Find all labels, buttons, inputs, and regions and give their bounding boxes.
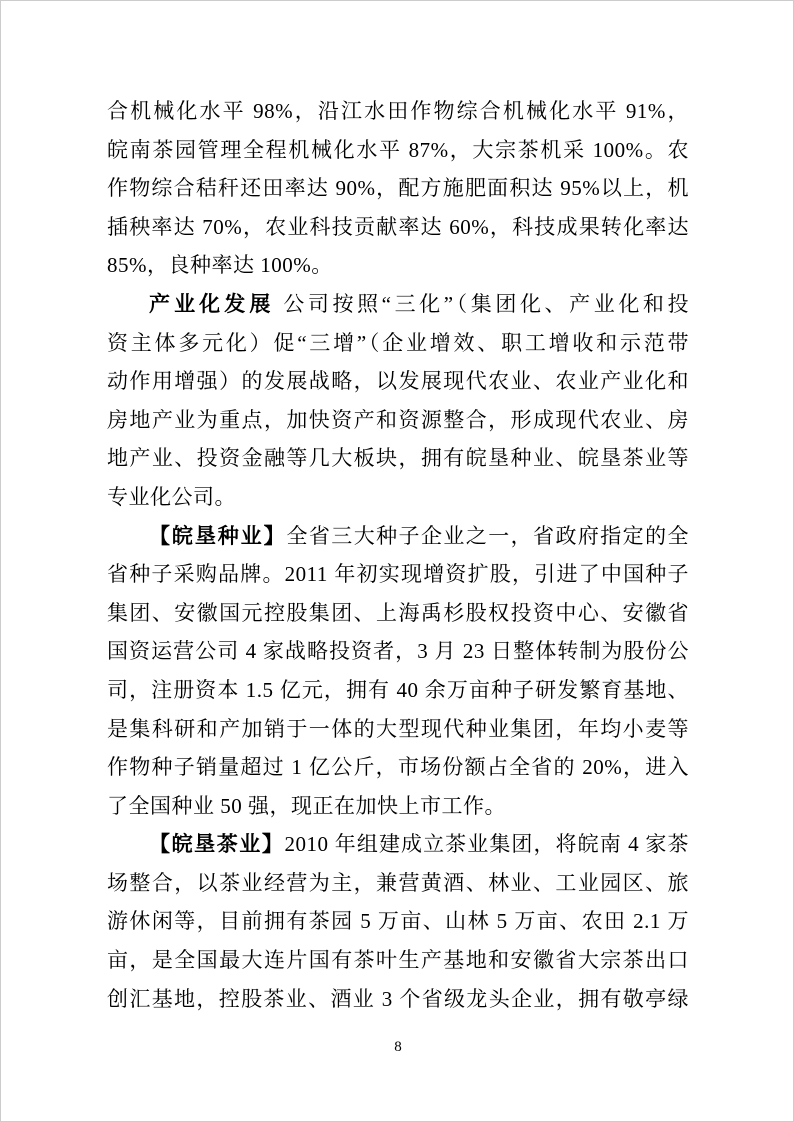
text-line: 资主体多元化）促“三增”（企业增效、职工增收和示范带 bbox=[107, 330, 689, 355]
document-body bbox=[107, 92, 689, 1018]
text-line: 作物种子销量超过 1 亿公斤，市场份额占全省的 20%，进入 bbox=[107, 755, 689, 780]
text-line: 国资运营公司 4 家战略投资者，3 月 23 日整体转制为股份公 bbox=[107, 639, 689, 664]
page-number: 8 bbox=[394, 1039, 402, 1055]
text-line: 司，注册资本 1.5 亿元，拥有 40 余万亩种子研发繁育基地、 bbox=[107, 677, 689, 702]
text-line: 场整合，以茶业经营为主，兼营黄酒、林业、工业园区、旅 bbox=[107, 870, 689, 895]
text-line: 作物综合秸秆还田率达 90%，配方施肥面积达 95%以上，机 bbox=[107, 176, 689, 201]
text-line: 产业化发展 公司按照“三化”（集团化、产业化和投 bbox=[149, 291, 689, 316]
text-line: 省种子采购品牌。2011 年初实现增资扩股，引进了中国种子 bbox=[107, 562, 689, 587]
text-line: 合机械化水平 98%，沿江水田作物综合机械化水平 91%， bbox=[107, 99, 689, 123]
text-line: 游休闲等，目前拥有茶园 5 万亩、山林 5 万亩、农田 2.1 万 bbox=[107, 909, 689, 934]
bold-run-in-heading: 【皖垦茶业】 bbox=[149, 833, 285, 857]
text-line: 皖南茶园管理全程机械化水平 87%，大宗茶机采 100%。农 bbox=[107, 137, 689, 162]
text-line: 【皖垦茶业】2010 年组建成立茶业集团，将皖南 4 家茶 bbox=[149, 832, 689, 857]
text-line: 亩，是全国最大连片国有茶叶生产基地和安徽省大宗茶出口 bbox=[107, 948, 689, 973]
text-line: 集团、安徽国元控股集团、上海禹杉股权投资中心、安徽省 bbox=[107, 600, 689, 625]
text-line: 了全国种业 50 强，现正在加快上市工作。 bbox=[107, 793, 506, 818]
text-line: 专业化公司。 bbox=[107, 484, 236, 509]
text-line: 插秧率达 70%，农业科技贡献率达 60%，科技成果转化率达 bbox=[107, 214, 689, 239]
text-line: 动作用增强）的发展战略，以发展现代农业、农业产业化和 bbox=[107, 369, 689, 394]
text-line: 房地产业为重点，加快资产和资源整合，形成现代农业、房 bbox=[107, 407, 689, 432]
text-line: 创汇基地，控股茶业、酒业 3 个省级龙头企业，拥有敬亭绿 bbox=[107, 986, 689, 1011]
text-line: 【皖垦种业】全省三大种子企业之一，省政府指定的全 bbox=[149, 523, 689, 548]
text-line: 85%，良种率达 100%。 bbox=[107, 253, 333, 278]
text-line: 是集科研和产加销于一体的大型现代种业集团，年均小麦等 bbox=[107, 716, 689, 741]
bold-run-in-heading: 产业化发展 bbox=[149, 292, 275, 316]
bold-run-in-heading: 【皖垦种业】 bbox=[149, 524, 287, 548]
text-line: 地产业、投资金融等几大板块，拥有皖垦种业、皖垦茶业等 bbox=[107, 446, 689, 471]
